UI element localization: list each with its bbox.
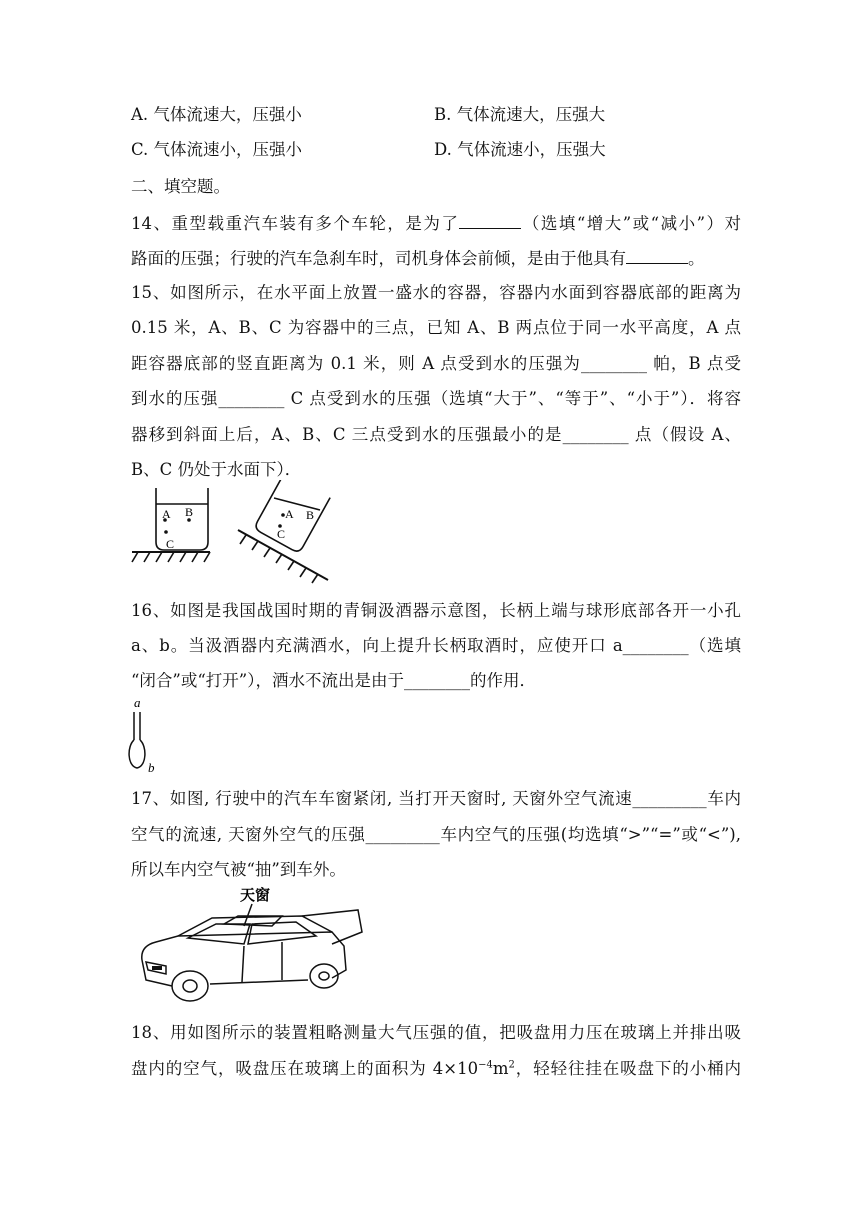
q17-line-2: 空气的流速, 天窗外空气的压强_________车内空气的压强(均选填“>”“=”或“<”), — [131, 825, 741, 844]
container-figure — [128, 480, 338, 585]
option-b: B. 气体流速大，压强大 — [434, 105, 606, 124]
q16-line-3: “闭合”或“打开”），酒水不流出是由于________的作用． — [131, 671, 536, 690]
q17-line-1: 17、如图, 行驶中的汽车车窗紧闭, 当打开天窗时, 天窗外空气流速_________车内 — [131, 789, 741, 808]
q14-line-2 — [131, 245, 741, 269]
q15-line-2: 0.15 米，A、B、C 为容器中的三点，已知 A、B 两点位于同一水平高度，A 点 — [131, 318, 741, 337]
q14-blank-2 — [626, 245, 688, 264]
q15-line-3: 距容器底部的竖直距离为 0.1 米，则 A 点受到水的压强为________ 帕，B 点受 — [131, 354, 741, 373]
q17-line-3: 所以车内空气被“抽”到车外。 — [131, 860, 346, 879]
q14-text-1b: （选填“增大”或“减小”）对 — [521, 214, 741, 233]
q14-line-1 — [131, 210, 741, 234]
q18-text-2a: 盘内的空气，吸盘压在玻璃上的面积为 4×10 — [131, 1059, 479, 1078]
label-b-level: B — [185, 505, 194, 519]
q15-line-1: 15、如图所示，在水平面上放置一盛水的容器，容器内水面到容器底部的距离为 — [131, 283, 741, 302]
q18-unit-square: 2 — [508, 1059, 515, 1071]
section-title: 二、填空题。 — [131, 177, 230, 196]
option-d: D. 气体流速小，压强大 — [434, 140, 606, 159]
option-c: C. 气体流速小，压强小 — [131, 140, 303, 159]
q18-unit: m — [492, 1059, 509, 1078]
label-a-dipper: a — [134, 695, 141, 710]
q15-line-4: 到水的压强________ C 点受到水的压强（选填“大于”、“等于”、“小于”）．将容 — [131, 389, 741, 408]
q18-line-1: 18、用如图所示的装置粗略测量大气压强的值，把吸盘用力压在玻璃上并排出吸 — [131, 1023, 741, 1042]
label-b-dipper: b — [148, 760, 155, 774]
q18-exponent: −4 — [478, 1059, 493, 1071]
label-c-level: C — [166, 537, 175, 551]
q14-text-2b: 。 — [688, 249, 705, 268]
q18-line-2 — [131, 1057, 741, 1081]
q14-text-2a: 路面的压强；行驶的汽车急刹车时，司机身体会前倾，是由于他具有 — [131, 249, 626, 268]
q15-line-6: B、C 仍处于水面下）． — [131, 460, 302, 479]
sunroof-label: 天窗 — [240, 888, 271, 904]
label-c-tilted: C — [277, 527, 286, 541]
q16-line-2: a、b。当汲酒器内充满酒水，向上提升长柄取酒时，应使开口 a________（选填 — [131, 636, 741, 655]
label-b-tilted: B — [306, 508, 315, 522]
label-a-level: A — [162, 507, 171, 521]
car-figure — [132, 880, 368, 1010]
q16-line-1: 16、如图是我国战国时期的青铜汲酒器示意图，长柄上端与球形底部各开一小孔 — [131, 601, 741, 620]
q18-text-2b: ，轻轻往挂在吸盘下的小桶内 — [514, 1059, 741, 1078]
option-a: A. 气体流速大，压强小 — [131, 105, 302, 124]
q15-line-5: 器移到斜面上后，A、B、C 三点受到水的压强最小的是________ 点（假设 A、 — [131, 425, 741, 444]
q14-text-1a: 14、重型载重汽车装有多个车轮，是为了 — [131, 214, 460, 233]
q14-blank-1 — [459, 210, 521, 229]
wine-dipper-figure — [124, 694, 164, 774]
label-a-tilted: A — [285, 507, 294, 521]
